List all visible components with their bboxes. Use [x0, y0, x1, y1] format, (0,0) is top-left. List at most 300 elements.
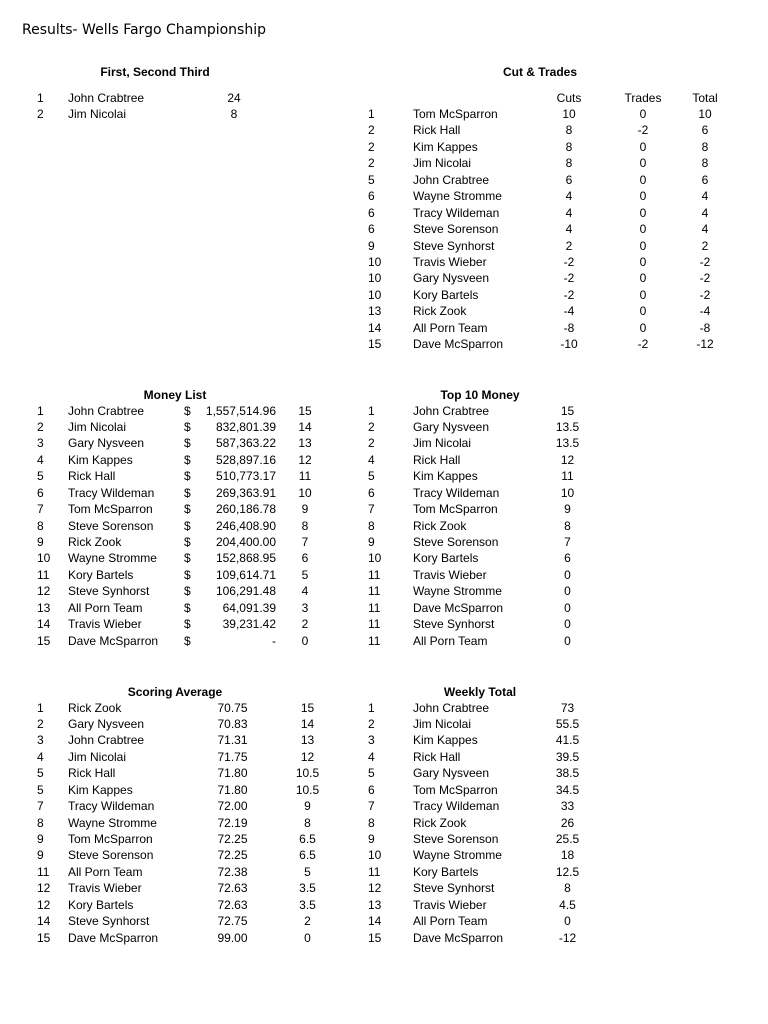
table-row: [0, 880, 768, 896]
player-name: Travis Wieber: [68, 881, 142, 896]
rank-cell: 10: [37, 551, 51, 566]
cuts-cell: -10: [560, 337, 578, 352]
average-cell: 72.25: [217, 832, 248, 846]
currency-symbol: $: [184, 584, 191, 599]
player-name: Kory Bartels: [413, 287, 479, 302]
rank-cell: 1: [37, 403, 44, 418]
points-cell: 8: [304, 815, 311, 830]
table-row: [0, 782, 768, 798]
rank-cell: 7: [37, 502, 44, 517]
table-row: [0, 930, 768, 946]
table-row: [0, 139, 768, 155]
table-row: [0, 172, 768, 188]
rank-cell: 4: [368, 452, 375, 467]
rank-cell: 15: [368, 337, 382, 352]
rank-cell: 15: [37, 930, 51, 945]
points-cell: 3.5: [299, 881, 316, 896]
value-cell: 25.5: [555, 832, 580, 846]
average-cell: 70.83: [217, 716, 248, 731]
player-name: Rick Hall: [413, 123, 461, 138]
rank-cell: 1: [37, 90, 44, 105]
average-cell: 72.63: [217, 881, 248, 896]
cut-trades-header: [0, 90, 768, 106]
rank-cell: 2: [368, 436, 375, 451]
table-row: [0, 897, 768, 913]
table-row: [0, 700, 768, 716]
points-cell: 12: [300, 749, 315, 764]
rank-cell: 9: [37, 832, 44, 846]
player-name: All Porn Team: [68, 600, 143, 615]
cuts-cell: -4: [563, 304, 575, 319]
rank-cell: 5: [37, 782, 44, 797]
money-amount: 64,091.39: [222, 600, 276, 615]
table-row: [0, 633, 768, 649]
rank-cell: 2: [368, 716, 375, 731]
player-name: Steve Sorenson: [413, 222, 499, 237]
rank-cell: 6: [368, 485, 375, 500]
currency-symbol: $: [184, 567, 191, 582]
currency-symbol: $: [184, 535, 191, 549]
cuts-cell: 2: [565, 238, 573, 253]
points-cell: 2: [304, 914, 311, 929]
points-cell: 6.5: [299, 832, 316, 846]
player-name: Rick Hall: [68, 469, 116, 484]
rank-cell: 5: [368, 172, 375, 187]
table-row: [0, 205, 768, 221]
value-cell: 0: [564, 600, 571, 615]
rank-cell: 14: [368, 914, 382, 929]
total-cell: -8: [699, 320, 711, 335]
rank-cell: 3: [368, 733, 375, 748]
table-row: [0, 534, 768, 550]
currency-symbol: $: [184, 633, 191, 648]
average-cell: 70.75: [217, 700, 248, 715]
rank-cell: 6: [368, 189, 375, 204]
rank-cell: 15: [368, 930, 382, 945]
table-row: [0, 336, 768, 352]
rank-cell: 9: [368, 238, 375, 253]
money-amount: 246,408.90: [215, 518, 276, 533]
player-name: Tom McSparron: [413, 107, 498, 121]
money-amount: 528,897.16: [215, 452, 276, 467]
rank-cell: 1: [368, 700, 375, 715]
value-cell: 8: [230, 106, 238, 121]
player-name: Wayne Stromme: [68, 551, 157, 566]
table-row: [0, 798, 768, 814]
rank-cell: 12: [37, 584, 51, 599]
money-amount: 106,291.48: [215, 584, 276, 599]
total-cell: 10: [698, 107, 712, 121]
value-cell: 0: [564, 633, 571, 648]
rank-cell: 14: [37, 617, 51, 632]
player-name: Wayne Stromme: [413, 584, 502, 599]
money-amount: 109,614.71: [215, 567, 276, 582]
average-cell: 99.00: [217, 930, 248, 945]
player-name: All Porn Team: [413, 320, 488, 335]
player-name: Kory Bartels: [68, 897, 134, 912]
trades-cell: 0: [639, 320, 647, 335]
cut-trades-table: [0, 106, 768, 353]
points-cell: 10.5: [295, 782, 320, 797]
cuts-cell: 8: [565, 139, 573, 154]
trades-cell: -2: [637, 123, 649, 138]
table-row: [0, 913, 768, 929]
table-row: [0, 238, 768, 254]
player-name: Dave McSparron: [413, 930, 504, 945]
cuts-cell: -8: [563, 320, 575, 335]
points-cell: 9: [304, 799, 311, 814]
player-name: Steve Synhorst: [68, 914, 150, 929]
rank-cell: 15: [37, 633, 51, 648]
value-cell: 0: [564, 617, 571, 632]
rank-cell: 11: [368, 617, 381, 632]
scoring-average-title: Scoring Average: [127, 685, 223, 699]
trades-cell: 0: [639, 139, 647, 154]
player-name: Kory Bartels: [413, 551, 479, 566]
average-cell: 72.63: [217, 897, 248, 912]
table-row: [0, 452, 768, 468]
currency-symbol: $: [184, 436, 191, 451]
points-cell: 13: [300, 733, 315, 748]
player-name: Jim Nicolai: [413, 716, 472, 731]
table-row: [0, 254, 768, 270]
document-title: Results- Wells Fargo Championship: [22, 22, 266, 38]
trades-cell: 0: [639, 107, 647, 121]
points-cell: 15: [298, 403, 312, 418]
player-name: Rick Zook: [413, 304, 467, 319]
player-name: Kim Kappes: [68, 452, 133, 467]
table-row: [0, 732, 768, 748]
player-name: Steve Sorenson: [68, 518, 154, 533]
total-cell: 4: [701, 189, 709, 204]
value-cell: 34.5: [555, 782, 580, 797]
table-row: [0, 287, 768, 303]
trades-header: Trades: [624, 90, 662, 105]
total-cell: -2: [699, 271, 711, 286]
rank-cell: 12: [368, 881, 382, 896]
total-header: Total: [692, 90, 718, 105]
cuts-header: Cuts: [556, 90, 582, 105]
points-cell: 10: [298, 485, 312, 500]
money-amount: 1,557,514.96: [205, 403, 276, 418]
table-row: [0, 155, 768, 171]
rank-cell: 9: [368, 535, 375, 549]
table-row: [0, 106, 768, 122]
trades-cell: -2: [637, 337, 649, 352]
currency-symbol: $: [184, 403, 191, 418]
rank-cell: 1: [368, 107, 375, 121]
rank-cell: 5: [37, 469, 44, 484]
player-name: Dave McSparron: [413, 600, 504, 615]
cuts-cell: -2: [563, 287, 575, 302]
total-cell: 6: [701, 172, 709, 187]
rank-cell: 5: [37, 766, 44, 781]
currency-symbol: $: [184, 518, 191, 533]
player-name: Jim Nicolai: [413, 436, 472, 451]
player-name: Wayne Stromme: [413, 848, 502, 863]
trades-cell: 0: [639, 254, 647, 269]
money-amount: -: [272, 633, 276, 648]
points-cell: 0: [304, 930, 311, 945]
table-row: [0, 616, 768, 632]
average-cell: 71.75: [217, 749, 248, 764]
table-row: [0, 567, 768, 583]
player-name: Rick Hall: [413, 749, 461, 764]
points-cell: 3: [301, 600, 309, 615]
value-cell: 55.5: [555, 716, 580, 731]
value-cell: -12: [558, 930, 577, 945]
rank-cell: 7: [37, 799, 44, 814]
points-cell: 15: [300, 700, 315, 715]
player-name: Kim Kappes: [413, 139, 478, 154]
trades-cell: 0: [639, 271, 647, 286]
table-row: [0, 501, 768, 517]
rank-cell: 11: [368, 633, 381, 648]
currency-symbol: $: [184, 485, 191, 500]
rank-cell: 13: [368, 304, 382, 319]
rank-cell: 3: [37, 436, 44, 451]
cuts-cell: 6: [565, 172, 573, 187]
player-name: John Crabtree: [413, 700, 490, 715]
rank-cell: 4: [37, 452, 44, 467]
player-name: Jim Nicolai: [413, 156, 472, 171]
rank-cell: 12: [37, 897, 51, 912]
points-cell: 13: [298, 436, 312, 451]
player-name: Jim Nicolai: [68, 749, 127, 764]
rank-cell: 6: [368, 782, 375, 797]
money-amount: 260,186.78: [215, 502, 276, 517]
rank-cell: 10: [368, 271, 382, 286]
weekly-total-table: [0, 700, 768, 947]
player-name: Gary Nysveen: [68, 716, 145, 731]
rank-cell: 3: [37, 733, 44, 748]
rank-cell: 10: [368, 551, 382, 566]
table-row: [0, 583, 768, 599]
rank-cell: 2: [37, 716, 44, 731]
rank-cell: 2: [37, 106, 44, 121]
points-cell: 3.5: [299, 897, 316, 912]
table-row: [0, 749, 768, 765]
value-cell: 24: [227, 90, 241, 105]
cuts-cell: 4: [565, 205, 573, 220]
money-amount: 269,363.91: [215, 485, 276, 500]
rank-cell: 9: [37, 848, 44, 863]
points-cell: 12: [298, 452, 312, 467]
rank-cell: 11: [368, 864, 381, 879]
cuts-cell: -2: [563, 271, 575, 286]
player-name: Steve Sorenson: [68, 848, 154, 863]
rank-cell: 13: [37, 600, 51, 615]
points-cell: 5: [301, 567, 309, 582]
player-name: Tom McSparron: [413, 782, 498, 797]
value-cell: 0: [564, 914, 571, 929]
total-cell: 8: [701, 156, 709, 171]
table-row: [0, 468, 768, 484]
cuts-cell: -2: [563, 254, 575, 269]
currency-symbol: $: [184, 419, 191, 434]
total-cell: 2: [701, 238, 709, 253]
table-row: [0, 831, 768, 847]
player-name: Steve Synhorst: [413, 617, 495, 632]
average-cell: 72.38: [217, 864, 248, 879]
table-row: [0, 815, 768, 831]
points-cell: 8: [301, 518, 309, 533]
rank-cell: 11: [368, 600, 381, 615]
player-name: John Crabtree: [68, 90, 145, 105]
player-name: All Porn Team: [413, 914, 488, 929]
points-cell: 11: [298, 469, 312, 484]
table-row: [0, 419, 768, 435]
rank-cell: 2: [368, 139, 375, 154]
player-name: Tom McSparron: [68, 832, 153, 846]
player-name: Tracy Wildeman: [413, 799, 500, 814]
value-cell: 0: [564, 567, 571, 582]
rank-cell: 2: [368, 123, 375, 138]
player-name: Tracy Wildeman: [413, 485, 500, 500]
value-cell: 10: [560, 485, 575, 500]
trades-cell: 0: [639, 222, 647, 237]
rank-cell: 10: [368, 254, 382, 269]
table-row: [0, 485, 768, 501]
first-second-third-title: First, Second Third: [100, 65, 210, 79]
points-cell: 2: [301, 617, 309, 632]
player-name: Tom McSparron: [68, 502, 153, 517]
value-cell: 18: [560, 848, 575, 863]
player-name: Rick Zook: [68, 535, 122, 549]
currency-symbol: $: [184, 452, 191, 467]
player-name: Dave McSparron: [68, 930, 159, 945]
value-cell: 26: [560, 815, 575, 830]
player-name: Rick Zook: [68, 700, 122, 715]
player-name: Dave McSparron: [68, 633, 159, 648]
value-cell: 13.5: [555, 436, 580, 451]
player-name: Tracy Wildeman: [413, 205, 500, 220]
currency-symbol: $: [184, 551, 191, 566]
player-name: Steve Sorenson: [413, 535, 499, 549]
trades-cell: 0: [639, 172, 647, 187]
rank-cell: 4: [368, 749, 375, 764]
rank-cell: 2: [368, 156, 375, 171]
value-cell: 33: [560, 799, 575, 814]
rank-cell: 8: [37, 815, 44, 830]
average-cell: 71.80: [217, 782, 248, 797]
value-cell: 6: [564, 551, 571, 566]
value-cell: 8: [564, 518, 571, 533]
value-cell: 9: [564, 502, 571, 517]
rank-cell: 1: [37, 700, 44, 715]
trades-cell: 0: [639, 304, 647, 319]
player-name: Rick Hall: [68, 766, 116, 781]
cuts-cell: 4: [565, 189, 573, 204]
table-row: [0, 435, 768, 451]
money-amount: 204,400.00: [215, 535, 276, 549]
player-name: Travis Wieber: [68, 617, 142, 632]
rank-cell: 14: [368, 320, 382, 335]
rank-cell: 13: [368, 897, 382, 912]
average-cell: 71.80: [217, 766, 248, 781]
rank-cell: 9: [37, 535, 44, 549]
table-row: [0, 403, 768, 419]
rank-cell: 12: [37, 881, 51, 896]
player-name: Rick Hall: [413, 452, 461, 467]
rank-cell: 7: [368, 799, 375, 814]
player-name: Gary Nysveen: [413, 766, 490, 781]
player-name: Steve Sorenson: [413, 832, 499, 846]
player-name: Steve Synhorst: [413, 238, 495, 253]
rank-cell: 1: [368, 403, 375, 418]
rank-cell: 2: [368, 419, 375, 434]
value-cell: 7: [564, 535, 571, 549]
player-name: Tom McSparron: [413, 502, 498, 517]
player-name: Kory Bartels: [413, 864, 479, 879]
money-amount: 832,801.39: [215, 419, 276, 434]
rank-cell: 8: [368, 518, 375, 533]
value-cell: 12.5: [555, 864, 580, 879]
rank-cell: 11: [368, 584, 381, 599]
total-cell: 4: [701, 222, 709, 237]
average-cell: 72.25: [217, 848, 248, 863]
value-cell: 11: [561, 469, 574, 484]
rank-cell: 10: [368, 287, 382, 302]
player-name: Wayne Stromme: [413, 189, 502, 204]
points-cell: 14: [298, 419, 312, 434]
points-cell: 10.5: [295, 766, 320, 781]
table-row: [0, 847, 768, 863]
total-cell: 8: [701, 139, 709, 154]
player-name: John Crabtree: [68, 403, 145, 418]
total-cell: -2: [699, 254, 711, 269]
trades-cell: 0: [639, 189, 647, 204]
top10-money-table: [0, 403, 768, 650]
player-name: Kim Kappes: [68, 782, 133, 797]
table-row: [0, 518, 768, 534]
player-name: Jim Nicolai: [68, 419, 127, 434]
value-cell: 15: [560, 403, 575, 418]
rank-cell: 2: [37, 419, 44, 434]
total-cell: -2: [699, 287, 711, 302]
rank-cell: 9: [368, 832, 375, 846]
average-cell: 72.00: [217, 799, 248, 814]
cuts-cell: 8: [565, 123, 573, 138]
trades-cell: 0: [639, 238, 647, 253]
rank-cell: 6: [368, 222, 375, 237]
rank-cell: 6: [37, 485, 44, 500]
value-cell: 38.5: [555, 766, 580, 781]
points-cell: 7: [301, 535, 309, 549]
rank-cell: 11: [37, 864, 50, 879]
value-cell: 4.5: [559, 897, 576, 912]
total-cell: -12: [696, 337, 714, 352]
table-row: [0, 303, 768, 319]
money-amount: 510,773.17: [215, 469, 276, 484]
player-name: Travis Wieber: [413, 897, 487, 912]
points-cell: 5: [304, 864, 311, 879]
table-row: [0, 864, 768, 880]
table-row: [0, 716, 768, 732]
player-name: Rick Zook: [413, 815, 467, 830]
rank-cell: 5: [368, 766, 375, 781]
points-cell: 4: [301, 584, 309, 599]
player-name: Dave McSparron: [413, 337, 504, 352]
player-name: Kim Kappes: [413, 733, 478, 748]
player-name: Steve Synhorst: [413, 881, 495, 896]
player-name: John Crabtree: [413, 403, 490, 418]
rank-cell: 6: [368, 205, 375, 220]
points-cell: 6: [301, 551, 309, 566]
value-cell: 13.5: [555, 419, 580, 434]
player-name: Steve Synhorst: [68, 584, 150, 599]
cuts-cell: 8: [565, 156, 573, 171]
